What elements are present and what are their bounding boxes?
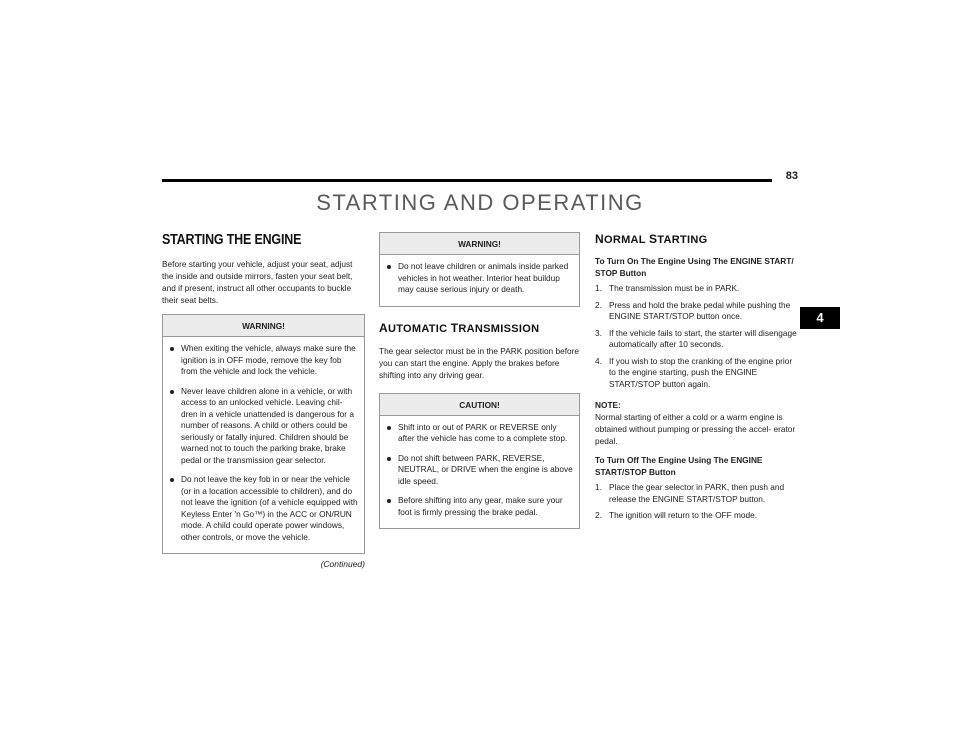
step-number: 1.	[595, 482, 602, 492]
step-text: If the vehicle fails to start, the starter will disengage automatically after 10 seconds.	[609, 327, 797, 349]
column-2	[379, 232, 580, 539]
step-item	[595, 283, 800, 295]
warning-item: Do not leave children or animals inside parked vehicles in hot weather. Interior heat buildup may cause serious injury or death.	[384, 261, 575, 296]
note-label: NOTE:	[595, 400, 621, 410]
warning-box	[162, 314, 365, 554]
step-item	[595, 328, 800, 351]
heading-cap: S	[648, 232, 658, 246]
page-number: 83	[785, 170, 798, 182]
step-number: 1.	[595, 283, 602, 293]
step-number: 3.	[595, 327, 602, 338]
step-item	[595, 356, 800, 391]
heading-cap: A	[379, 320, 388, 335]
step-text: If you wish to stop the cranking of the engine prior to the engine starting, push the ENGINE START/STOP button again.	[609, 355, 793, 389]
caution-item: Before shifting into any gear, make sure your foot is firmly pressing the brake pedal.	[384, 495, 575, 518]
warning-box	[379, 232, 580, 307]
caution-box	[379, 393, 580, 530]
continued-label: (Continued)	[320, 559, 365, 569]
section-heading-normal-starting	[595, 232, 800, 246]
caution-title: CAUTION!	[380, 394, 579, 416]
heading-rest: TARTING	[657, 234, 708, 246]
step-text: The transmission must be in PARK.	[609, 283, 740, 293]
caution-item: Do not shift between PARK, REVERSE, NEUTRAL, or DRIVE when the engine is above idle speed.	[384, 453, 575, 488]
step-text: Press and hold the brake pedal while pushing the ENGINE START/STOP button once.	[609, 299, 791, 321]
heading-rest: UTOMATIC	[387, 322, 451, 335]
heading-rest: ORMAL	[603, 234, 649, 246]
header-rule	[162, 179, 772, 182]
step-number: 2.	[595, 510, 602, 520]
column-1	[162, 232, 365, 569]
warning-item: Do not leave the key fob in or near the vehicle (or in a location accessible to children), and do not leave the ignition (of a vehicle equipped with Keyless Enter 'n Go™) in the ACC or ON/RUN mode. A child could operate power windows, other controls, or move the vehicle.	[167, 474, 360, 543]
step-item	[595, 482, 800, 505]
warning-item: Never leave children alone in a vehicle, or with access to an unlocked vehicle. Leaving chil- dren in a vehicle unattended is dangerous for a number of reasons. A child or others could be seriously or fatally injured. Children should be warned not to touch the parking brake, brake pedal or the transmission gear selector.	[167, 386, 360, 467]
step-text: Place the gear selector in PARK, then push and release the ENGINE START/STOP button.	[609, 482, 785, 504]
caution-item: Shift into or out of PARK or REVERSE only after the vehicle has come to a complete stop.	[384, 422, 575, 445]
section-heading-automatic-transmission	[379, 321, 580, 335]
step-item	[595, 510, 800, 522]
step-item	[595, 300, 800, 323]
warning-title: WARNING!	[380, 233, 579, 255]
heading-cap: N	[595, 232, 604, 246]
column-3	[595, 232, 800, 527]
note-text: Normal starting of either a cold or a warm engine is obtained without pumping or pressing the accel- erator pedal.	[595, 412, 796, 446]
step-number: 2.	[595, 299, 602, 310]
chapter-tab: 4	[800, 307, 840, 329]
intro-paragraph: Before starting your vehicle, adjust your seat, adjust the inside and outside mirrors, fasten your seat belt, and if present, instruct all other occupants to buckle their seat belts.	[162, 259, 353, 305]
heading-rest: RANSMISSION	[458, 322, 540, 335]
warning-item: When exiting the vehicle, always make sure the ignition is in OFF mode, remove the key fob from the vehicle and lock the vehicle.	[167, 343, 360, 378]
subheading-turn-on: To Turn On The Engine Using The ENGINE START/ STOP Button	[595, 256, 794, 278]
subheading-turn-off: To Turn Off The Engine Using The ENGINE START/STOP Button	[595, 455, 763, 477]
chapter-title: STARTING AND OPERATING	[316, 190, 644, 215]
step-text: The ignition will return to the OFF mode.	[609, 510, 758, 520]
transmission-paragraph: The gear selector must be in the PARK position before you can start the engine. Apply the brakes before shifting into any driving gear.	[379, 345, 580, 380]
warning-title: WARNING!	[163, 315, 364, 337]
section-heading-starting-engine: STARTING THE ENGINE	[162, 232, 302, 248]
step-number: 4.	[595, 355, 602, 366]
heading-cap: T	[450, 320, 459, 335]
